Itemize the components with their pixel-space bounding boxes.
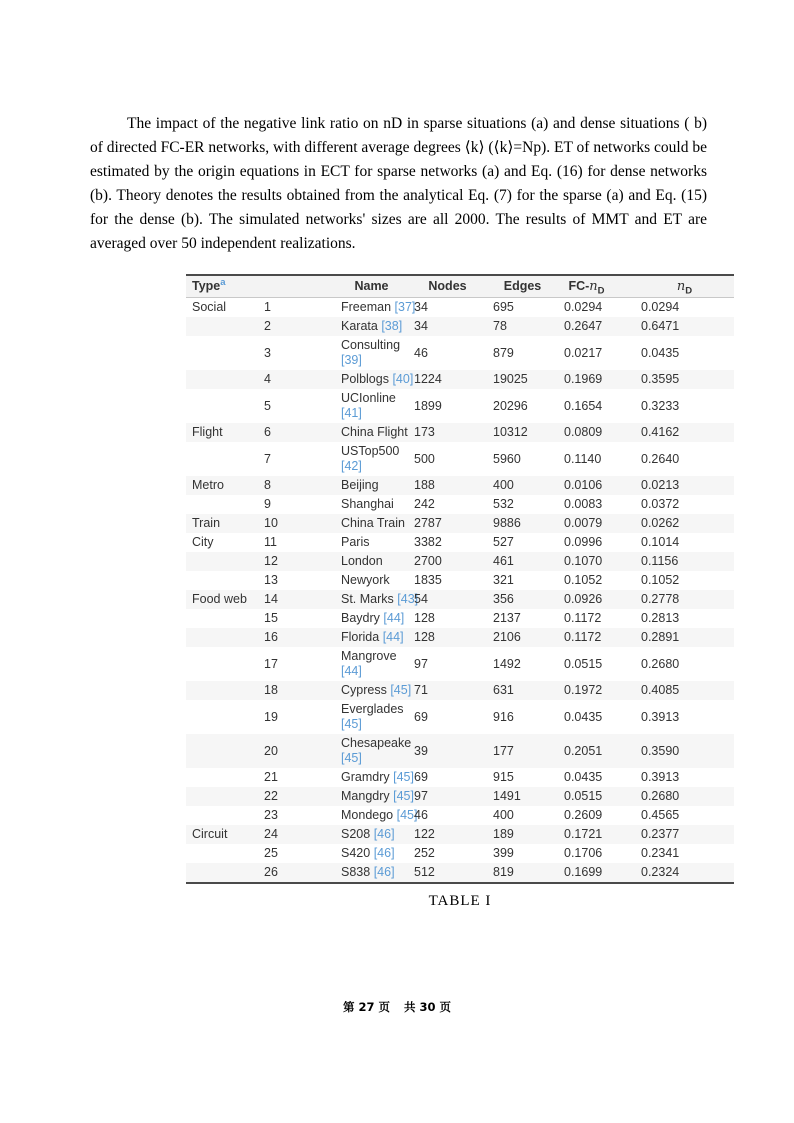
column-header-num [258,275,335,298]
cell-num: 10 [264,516,278,530]
cell-name [335,389,408,423]
cell-nodes: 128 [414,630,435,644]
cell-num: 22 [264,789,278,803]
network-name: UCIonline [341,391,396,405]
cell-type [186,389,258,423]
table-row [186,336,734,370]
cell-edges: 356 [493,592,514,606]
table-row [186,442,734,476]
cell-type [186,552,258,571]
table-row [186,844,734,863]
cell-name [335,442,408,476]
cell-nodes: 34 [414,319,428,333]
cell-nodes: 69 [414,770,428,784]
cell-edges: 532 [493,497,514,511]
cell-nodes: 252 [414,846,435,860]
cell-nodes: 1224 [414,372,442,386]
cell-type [186,317,258,336]
cell-nodes: 128 [414,611,435,625]
cell-fc: 0.0809 [564,425,603,439]
network-name: Gramdry [341,770,390,784]
cell-type [186,647,258,681]
cell-num: 26 [264,865,278,879]
cell-name [335,423,408,442]
cell-fc: 0.1172 [564,611,602,625]
cell-nd: 0.0213 [641,478,680,492]
table-row [186,825,734,844]
cell-type [186,768,258,787]
table-row [186,700,734,734]
table-row [186,787,734,806]
table-row [186,806,734,825]
citation-link[interactable]: [45] [341,751,362,765]
cell-name [335,734,412,768]
network-name: Paris [341,535,370,549]
table-row [186,768,734,787]
cell-nodes: 46 [414,345,428,360]
citation-link[interactable]: [44] [382,630,404,644]
cell-fc: 0.1721 [564,827,603,841]
citation-link[interactable]: [37] [394,300,416,314]
cell-num: 11 [264,535,277,549]
column-header-nodes: Nodes [408,275,487,298]
cell-nd: 0.3913 [641,770,680,784]
cell-type: Food web [192,592,247,606]
network-name: S838 [341,865,371,879]
cell-nodes: 34 [414,300,428,314]
cell-num: 19 [264,709,278,724]
table-row [186,734,734,768]
cell-num: 3 [264,345,271,360]
citation-link[interactable]: [40] [392,372,414,386]
table-row [186,370,734,389]
cell-nd: 0.0435 [641,345,680,360]
cell-edges: 1491 [493,789,521,803]
cell-num: 23 [264,808,278,822]
cell-type: Train [192,516,221,530]
network-name: Mangdry [341,789,390,803]
cell-type: Social [192,300,227,314]
table-row [186,681,734,700]
cell-num: 4 [264,372,271,386]
citation-link[interactable]: [45] [390,683,412,697]
table-header-row [186,275,734,298]
cell-nd: 0.4565 [641,808,680,822]
cell-nd: 0.1052 [641,573,680,587]
cell-fc: 0.2647 [564,319,603,333]
cell-num: 6 [264,425,271,439]
table-body [186,298,734,884]
networks-table [186,274,734,884]
cell-nd: 0.2640 [641,451,680,466]
cell-type: Circuit [192,827,228,841]
cell-name [335,336,408,370]
cell-type [186,571,258,590]
page-footer [0,999,794,1015]
cell-nd: 0.6471 [641,319,680,333]
cell-num: 17 [264,656,278,671]
cell-num: 14 [264,592,278,606]
cell-type [186,844,258,863]
cell-edges: 695 [493,300,514,314]
table-row [186,590,734,609]
cell-edges: 10312 [493,425,528,439]
cell-nodes: 122 [414,827,435,841]
network-name: S208 [341,827,371,841]
network-name: Consulting [341,338,401,352]
cell-type: Flight [192,425,223,439]
cell-fc: 0.1972 [564,683,603,697]
cell-edges: 321 [493,573,514,587]
cell-nd: 0.2377 [641,827,680,841]
cell-fc: 0.0294 [564,300,603,314]
table-row [186,863,734,883]
cell-nodes: 97 [414,789,428,803]
citation-link[interactable]: [46] [373,846,395,860]
cell-nodes: 1899 [414,398,442,413]
table-row [186,571,734,590]
cell-nodes: 500 [414,451,435,466]
math-subscript-D: D [597,285,605,297]
citation-link[interactable]: [43] [397,592,419,606]
cell-edges: 400 [493,478,514,492]
citation-link[interactable]: [45] [396,808,418,822]
cell-name [335,863,408,883]
cell-nd: 0.0294 [641,300,680,314]
cell-edges: 177 [493,743,514,758]
table-row [186,609,734,628]
cell-edges: 631 [493,683,514,697]
cell-num: 13 [264,573,278,587]
network-name: Everglades [341,702,404,716]
cell-type [186,609,258,628]
cell-nodes: 39 [414,743,428,758]
cell-name [335,552,408,571]
cell-fc: 0.0515 [564,656,603,671]
page-number-left: 第 27 页 [342,1000,390,1014]
cell-type [186,787,258,806]
cell-fc: 0.0079 [564,516,603,530]
column-header-type: Type$^a$ [186,275,258,298]
citation-link[interactable]: [42] [341,459,362,473]
citation-link[interactable]: [38] [381,319,403,333]
cell-type [186,442,258,476]
cell-nd: 0.2341 [641,846,680,860]
citation-link[interactable]: [46] [373,827,395,841]
cell-nodes: 71 [414,683,428,697]
cell-name [335,628,408,647]
cell-type [186,863,258,883]
network-name: Polblogs [341,372,389,386]
network-name: Karata [341,319,378,333]
cell-nd: 0.3913 [641,709,680,724]
network-name: Mangrove [341,649,397,663]
table-row [186,552,734,571]
cell-edges: 915 [493,770,514,784]
cell-num: 16 [264,630,278,644]
cell-type [186,336,258,370]
cell-fc: 0.0515 [564,789,603,803]
footnote-marker[interactable]: a [220,276,226,288]
cell-nd: 0.2891 [641,630,680,644]
citation-link[interactable]: [44] [383,611,405,625]
cell-edges: 1492 [493,656,521,671]
cell-fc: 0.1969 [564,372,603,386]
network-name: Cypress [341,683,387,697]
table-row [186,495,734,514]
cell-nd: 0.2324 [641,865,680,879]
cell-nd: 0.2778 [641,592,680,606]
cell-nd: 0.3595 [641,372,680,386]
cell-name [335,298,416,318]
column-header-nd [635,275,734,298]
cell-edges: 2106 [493,630,521,644]
cell-type [186,700,258,734]
cell-fc: 0.0106 [564,478,603,492]
cell-fc: 0.1070 [564,554,603,568]
cell-name [335,609,408,628]
page-number-right: 共 30 页 [404,1000,452,1014]
network-name: Mondego [341,808,394,822]
citation-link[interactable]: [45] [393,770,414,784]
cell-fc: 0.1706 [564,846,603,860]
cell-fc: 0.1052 [564,573,603,587]
cell-fc: 0.1654 [564,398,603,413]
cell-nodes: 2700 [414,554,442,568]
cell-edges: 399 [493,846,514,860]
cell-name [335,370,414,389]
cell-name [335,647,408,681]
cell-edges: 819 [493,865,514,879]
network-name: USTop500 [341,444,400,458]
cell-nodes: 188 [414,478,435,492]
cell-num: 5 [264,398,271,413]
cell-name [335,844,408,863]
cell-type [186,495,258,514]
cell-name [335,533,408,552]
caption-paragraph: The impact of the negative link ratio on nD in sparse situations (a) and dense situations ( b) of directed FC-ER networks, with different average degrees ⟨k⟩ (⟨k⟩=Np). ET of networks could be estimated by the origin equations in ECT for sparse networks (a) and Eq. (16) for dense networks (b). Theory denotes the results obtained from the analytical Eq. (7) for the sparse (a) and Eq. (15) for the dense (b). The simulated networks' sizes are all 2000. The results of MMT and ET are averaged over 50 independent realizations. [90,114,707,252]
cell-type: Metro [192,478,224,492]
network-name: S420 [341,846,371,860]
network-name: St. Marks [341,592,394,606]
column-header-edges: Edges [487,275,558,298]
cell-nodes: 54 [414,592,428,606]
citation-link[interactable]: [46] [373,865,395,879]
cell-nd: 0.3233 [641,398,680,413]
cell-nodes: 97 [414,656,428,671]
cell-name [335,495,408,514]
cell-num: 2 [264,319,271,333]
cell-nodes: 3382 [414,535,442,549]
cell-nodes: 69 [414,709,428,724]
cell-nodes: 1835 [414,573,442,587]
cell-name [335,768,414,787]
citation-link[interactable]: [45] [341,717,362,731]
cell-name [335,681,412,700]
cell-edges: 916 [493,709,514,724]
math-subscript-D: D [685,285,693,297]
cell-name [335,787,414,806]
cell-fc: 0.2609 [564,808,603,822]
cell-edges: 20296 [493,398,528,413]
cell-name [335,317,408,336]
cell-fc: 0.0435 [564,709,603,724]
cell-type [186,806,258,825]
cell-name [335,590,419,609]
column-header-fc-nd: $FC-n_D$ [558,275,635,298]
cell-name [335,571,408,590]
network-name: Beijing [341,478,379,492]
cell-name [335,476,408,495]
cell-fc: 0.0083 [564,497,603,511]
cell-nd: 0.1014 [641,535,680,549]
cell-num: 20 [264,743,278,758]
table-row [186,628,734,647]
network-name: Chesapeake [341,736,412,750]
cell-name [335,825,408,844]
citation-link[interactable]: [41] [341,406,362,420]
network-name: Shanghai [341,497,394,511]
cell-num: 15 [264,611,278,625]
cell-type [186,628,258,647]
cell-num: 25 [264,846,278,860]
cell-edges: 9886 [493,516,521,530]
cell-nodes: 512 [414,865,435,879]
network-name: Newyork [341,573,390,587]
cell-nd: 0.2680 [641,656,680,671]
cell-type [186,681,258,700]
table-row [186,298,734,318]
cell-name [335,806,418,825]
table-row [186,317,734,336]
cell-num: 8 [264,478,271,492]
cell-nd: 0.0372 [641,497,680,511]
cell-nd: 0.3590 [641,743,680,758]
cell-nodes: 173 [414,425,435,439]
cell-nodes: 46 [414,808,428,822]
cell-type: City [192,535,214,549]
cell-num: 9 [264,497,271,511]
network-name: Florida [341,630,380,644]
table-row [186,476,734,495]
cell-fc: 0.2051 [564,743,603,758]
cell-type [186,370,258,389]
cell-fc: 0.1172 [564,630,602,644]
table-row [186,389,734,423]
cell-num: 24 [264,827,278,841]
cell-num: 18 [264,683,278,697]
cell-type [186,734,258,768]
network-name: Freeman [341,300,392,314]
cell-edges: 19025 [493,372,528,386]
cell-edges: 2137 [493,611,521,625]
math-symbol-n: n [589,279,598,294]
cell-nd: 0.1156 [641,554,679,568]
cell-num: 7 [264,451,271,466]
cell-fc: 0.0926 [564,592,603,606]
cell-nd: 0.4162 [641,425,680,439]
network-name: China Flight [341,425,408,439]
cell-edges: 527 [493,535,514,549]
cell-edges: 461 [493,554,514,568]
cell-fc: 0.1699 [564,865,603,879]
cell-name [335,514,408,533]
math-symbol-n: n [676,279,686,294]
citation-link[interactable]: [39] [341,353,362,367]
cell-edges: 78 [493,319,507,333]
cell-name [335,700,408,734]
table-row [186,423,734,442]
cell-nd: 0.4085 [641,683,680,697]
cell-fc: 0.0996 [564,535,603,549]
citation-link[interactable]: [45] [393,789,414,803]
column-header-name: Name [335,275,408,298]
cell-edges: 879 [493,345,514,360]
table-row [186,514,734,533]
cell-nd: 0.2813 [641,611,680,625]
cell-fc: 0.0217 [564,345,603,360]
cell-nd: 0.2680 [641,789,680,803]
table-row [186,647,734,681]
cell-edges: 400 [493,808,514,822]
cell-num: 21 [264,770,278,784]
network-name: China Train [341,516,405,530]
cell-fc: 0.1140 [564,451,602,466]
cell-edges: 5960 [493,451,521,466]
cell-num: 12 [264,554,278,568]
network-name: Baydry [341,611,380,625]
cell-nd: 0.0262 [641,516,680,530]
cell-fc: 0.0435 [564,770,603,784]
network-name: London [341,554,383,568]
table-caption: TABLE I [428,893,492,909]
cell-nodes: 2787 [414,516,442,530]
cell-num: 1 [264,300,271,314]
citation-link[interactable]: [44] [341,664,362,678]
cell-edges: 189 [493,827,514,841]
cell-nodes: 242 [414,497,435,511]
table-row [186,533,734,552]
